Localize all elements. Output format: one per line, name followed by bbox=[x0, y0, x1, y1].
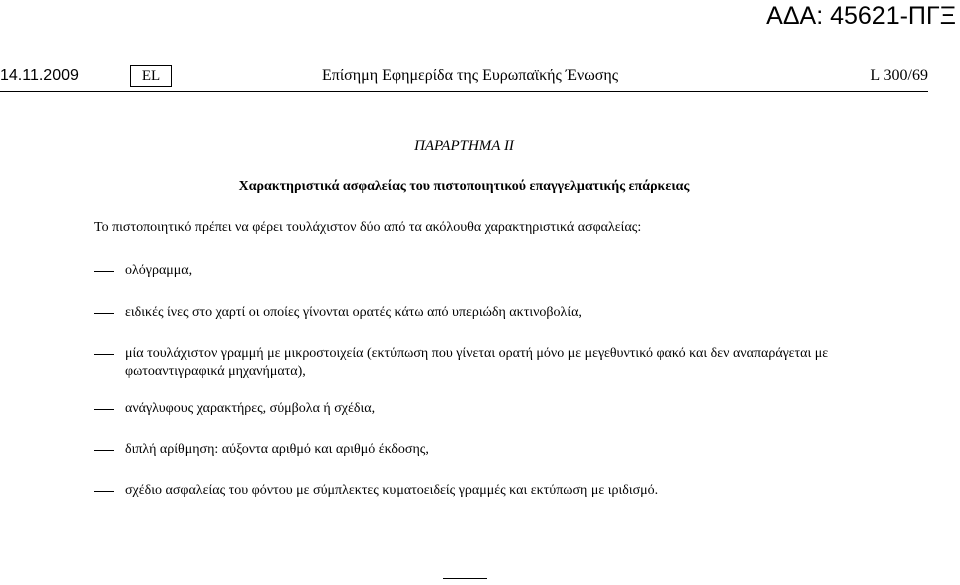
end-of-annex-rule bbox=[443, 578, 487, 579]
list-item-text: διπλή αρίθμηση: αύξοντα αριθμό και αριθμό έκδοσης, bbox=[125, 442, 429, 457]
journal-title: Επίσημη Εφημερίδα της Ευρωπαϊκής Ένωσης bbox=[322, 67, 619, 84]
list-item bbox=[94, 262, 884, 280]
journal-header bbox=[0, 66, 928, 88]
dash-bullet bbox=[94, 400, 114, 418]
page-reference: L 300/69 bbox=[870, 67, 928, 84]
language-code-box: EL bbox=[130, 65, 172, 87]
list-item bbox=[94, 345, 884, 381]
dash-bullet bbox=[94, 345, 114, 363]
list-item-text: μία τουλάχιστον γραμμή με μικροστοιχεία (εκτύπωση που γίνεται ορατή μόνο με μεγεθυντικό φακό και δεν αναπαράγεται με φωτοαντιγραφικά μηχανήματα), bbox=[125, 346, 829, 379]
list-item bbox=[94, 400, 884, 418]
ada-stamp: ΑΔΑ: 45621-ΠΓΞ bbox=[766, 2, 956, 30]
annex-subtitle: Χαρακτηριστικά ασφαλείας του πιστοποιητικού επαγγελματικής επάρκειας bbox=[238, 179, 690, 194]
list-item-text: σχέδιο ασφαλείας του φόντου με σύμπλεκτες κυματοειδείς γραμμές και εκτύπωση με ιριδισμό. bbox=[125, 483, 659, 498]
annex-title: ΠΑΡΑΡΤΗΜΑ II bbox=[414, 138, 514, 154]
publication-date: 14.11.2009 bbox=[0, 67, 79, 84]
dash-bullet bbox=[94, 262, 114, 280]
list-item bbox=[94, 304, 884, 322]
list-item bbox=[94, 441, 884, 459]
intro-paragraph: Το πιστοποιητικό πρέπει να φέρει τουλάχιστον δύο από τα ακόλουθα χαρακτηριστικά ασφαλείας: bbox=[94, 220, 642, 235]
dash-bullet bbox=[94, 304, 114, 322]
list-item-text: ολόγραμμα, bbox=[125, 263, 193, 278]
header-divider bbox=[0, 91, 928, 92]
list-item bbox=[94, 482, 884, 500]
dash-bullet bbox=[94, 482, 114, 500]
dash-bullet bbox=[94, 441, 114, 459]
list-item-text: ειδικές ίνες στο χαρτί οι οποίες γίνονται ορατές κάτω από υπεριώδη ακτινοβολία, bbox=[125, 305, 582, 320]
list-item-text: ανάγλυφους χαρακτήρες, σύμβολα ή σχέδια, bbox=[125, 401, 376, 416]
